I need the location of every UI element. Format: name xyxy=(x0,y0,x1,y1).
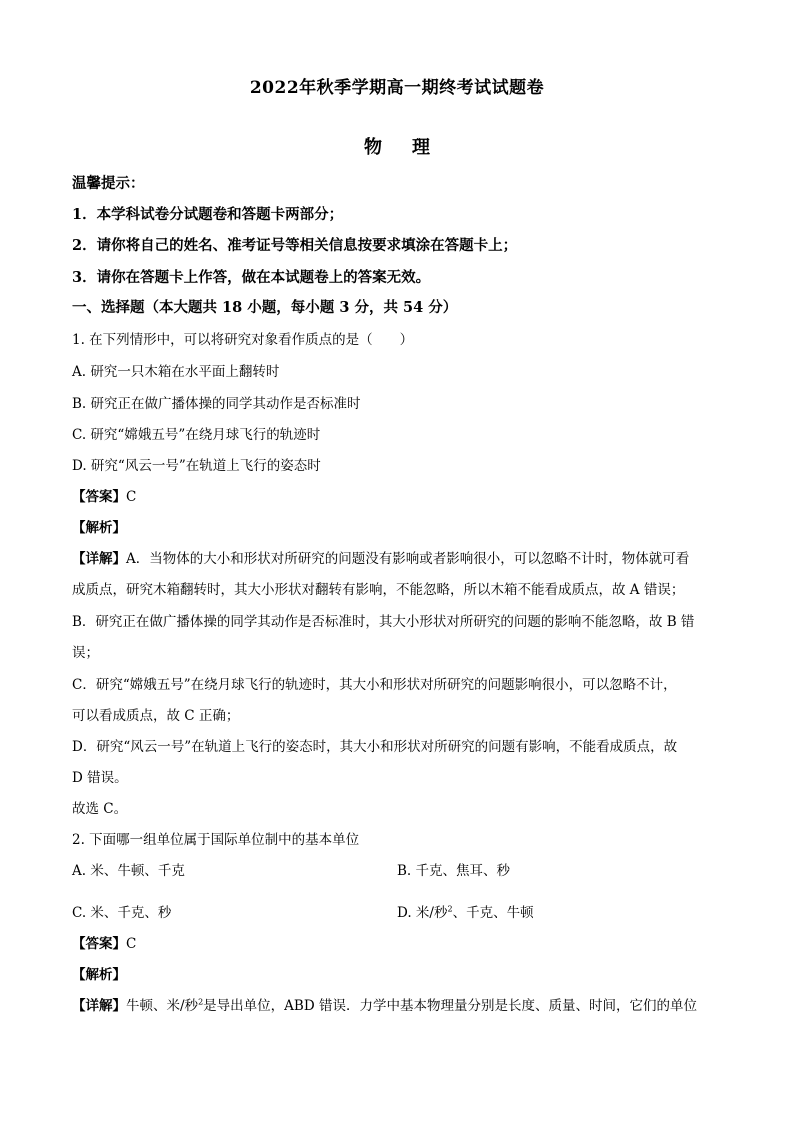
answer-value: C xyxy=(126,489,137,505)
analysis-tag: 【解析】 xyxy=(72,520,126,536)
q1-option-c: C. 研究“嫦娥五号”在绕月球飞行的轨迹时 xyxy=(72,427,321,443)
q2-option-c: C. 米、千克、秒 xyxy=(72,905,172,921)
q2-option-d-sup: 2 xyxy=(447,904,453,914)
q2-detail-line-1 xyxy=(72,994,722,1014)
notice-item-3: 3．请你在答题卡上作答，做在本试题卷上的答案无效。 xyxy=(72,269,431,286)
q2-option-d-post: 、千克、牛顿 xyxy=(452,905,534,921)
answer-value: C xyxy=(126,936,137,952)
q1-option-b: B. 研究正在做广播体操的同学其动作是否标准时 xyxy=(72,396,361,412)
q1-detail-line-5: C．研究“嫦娥五号”在绕月球飞行的轨迹时，其大小和形状对所研究的问题影响很小，可以忽略不计， xyxy=(72,677,677,693)
answer-tag: 【答案】 xyxy=(72,489,126,505)
notice-heading: 温馨提示： xyxy=(72,175,145,192)
detail-text: A．当物体的大小和形状对所研究的问题没有影响或者影响很小，可以忽略不计时，物体就可看 xyxy=(126,551,690,567)
q1-conclusion: 故选 C。 xyxy=(72,801,128,817)
q1-detail-line-7: D．研究“风云一号”在轨道上飞行的姿态时，其大小和形状对所研究的问题有影响，不能看成质点，故 xyxy=(72,739,678,755)
q1-detail-line-6: 可以看成质点，故 C 正确； xyxy=(72,708,240,724)
q2-option-d-pre: D. 米/秒 xyxy=(397,905,448,921)
q2-detail-post: 是导出单位，ABD 错误．力学中基本物理量分别是长度、质量、时间，它们的单位 xyxy=(203,998,697,1014)
answer-tag: 【答案】 xyxy=(72,936,126,952)
q1-stem: 1. 在下列情形中，可以将研究对象看作质点的是（ ） xyxy=(72,332,414,348)
q2-option-b: B. 千克、焦耳、秒 xyxy=(397,863,511,879)
notice-item-1: 1．本学科试卷分试题卷和答题卡两部分； xyxy=(72,206,344,223)
q1-detail-line-1 xyxy=(72,547,722,567)
q2-detail-pre: 牛顿、米/秒 xyxy=(126,998,199,1014)
q1-detail-line-3: B．研究正在做广播体操的同学其动作是否标准时，其大小形状对所研究的问题的影响不能忽略，故 B 错 xyxy=(72,614,695,630)
q1-answer xyxy=(72,485,722,505)
section-heading: 一、选择题（本大题共 18 小题，每小题 3 分，共 54 分） xyxy=(72,299,458,316)
q1-option-d: D. 研究“风云一号”在轨道上飞行的姿态时 xyxy=(72,458,321,474)
notice-item-2: 2．请你将自己的姓名、准考证号等相关信息按要求填涂在答题卡上； xyxy=(72,237,518,254)
q1-detail-line-2: 成质点，研究木箱翻转时，其大小形状对翻转有影响，不能忽略，所以木箱不能看成质点，故 A 错误； xyxy=(72,582,685,598)
q1-detail-line-8: D 错误。 xyxy=(72,770,128,786)
q2-detail-sup: 2 xyxy=(198,997,204,1007)
q2-analysis xyxy=(72,963,722,983)
q1-option-a: A. 研究一只木箱在水平面上翻转时 xyxy=(72,364,280,380)
page-title: 2022年秋季学期高一期终考试试题卷 xyxy=(249,78,545,98)
subject-title: 物理 xyxy=(364,137,460,158)
q1-detail-line-4: 误； xyxy=(72,645,99,661)
q1-analysis xyxy=(72,516,722,536)
detail-tag: 【详解】 xyxy=(72,551,126,567)
analysis-tag: 【解析】 xyxy=(72,967,126,983)
q2-answer xyxy=(72,932,722,952)
q2-stem: 2. 下面哪一组单位属于国际单位制中的基本单位 xyxy=(72,832,360,848)
q2-option-a: A. 米、牛顿、千克 xyxy=(72,863,185,879)
detail-tag: 【详解】 xyxy=(72,998,126,1014)
q2-option-d xyxy=(397,901,534,921)
